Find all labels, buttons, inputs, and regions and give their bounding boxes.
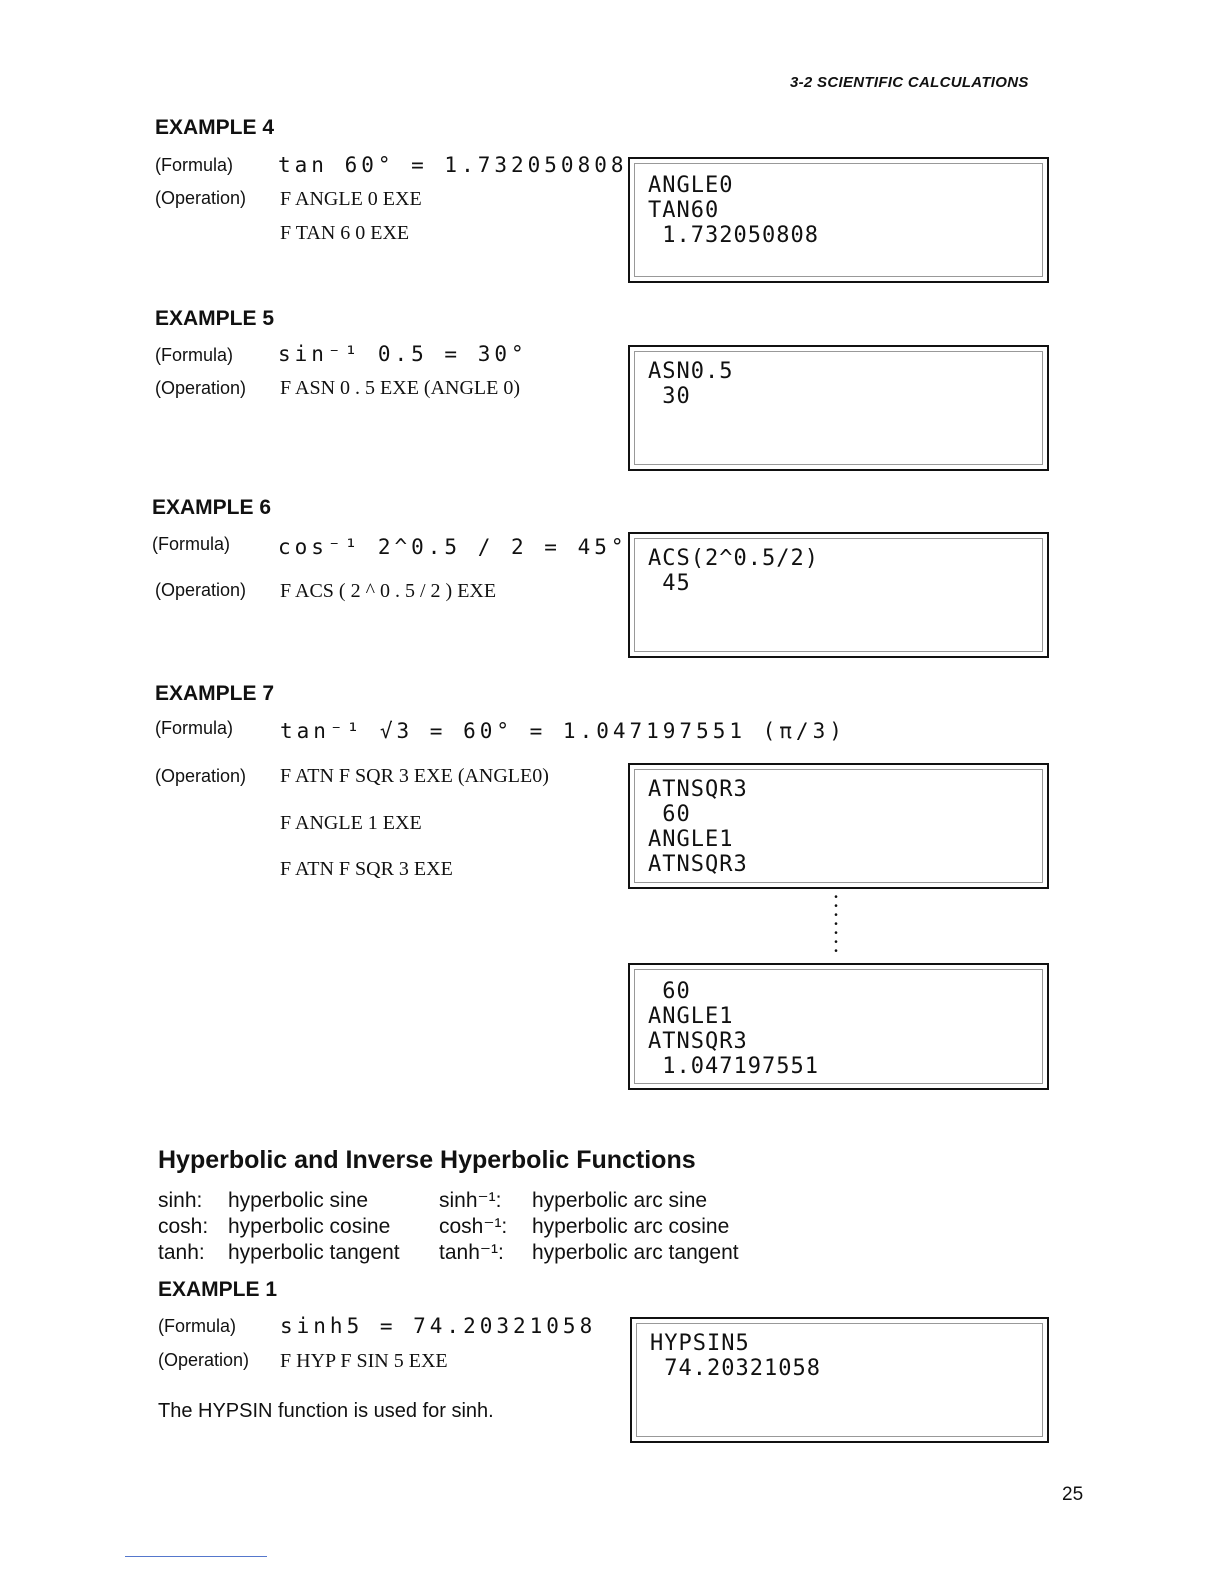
definitions-list [158, 1188, 739, 1266]
definition-row: tanh: hyperbolic tangent tanh⁻¹: hyperbolic arc tangent [158, 1241, 739, 1264]
display-line: 45 [648, 571, 691, 596]
definition-row: sinh: hyperbolic sine sinh⁻¹: hyperbolic arc sine [158, 1189, 708, 1212]
example-5-title: EXAMPLE 5 [155, 307, 275, 330]
calculator-display [628, 532, 1049, 658]
formula-label: (Formula) [155, 345, 234, 365]
operation-line: F ANGLE 0 EXE [280, 188, 422, 210]
display-line: ANGLE0 [648, 173, 734, 198]
calculator-display [628, 345, 1049, 471]
display-line: 30 [648, 384, 691, 409]
display-line: 74.20321058 [650, 1356, 821, 1381]
operation-line: F HYP F SIN 5 EXE [280, 1350, 448, 1372]
display-line: ACS(2^0.5/2) [648, 546, 819, 571]
display-line: ATNSQR3 [648, 852, 748, 877]
section-title: Hyperbolic and Inverse Hyperbolic Functions [158, 1146, 696, 1174]
display-line: ATNSQR3 [648, 1029, 748, 1054]
calculator-display [628, 963, 1049, 1090]
formula-label: (Formula) [158, 1316, 237, 1336]
note-text: The HYPSIN function is used for sinh. [158, 1400, 494, 1422]
display-line: 1.732050808 [648, 223, 819, 248]
running-header: 3-2 SCIENTIFIC CALCULATIONS [790, 74, 1029, 91]
formula: tan 60° = 1.732050808 [278, 153, 628, 177]
display-line: 60 [648, 802, 691, 827]
formula: cos⁻¹ 2^0.5 / 2 = 45° [278, 535, 628, 559]
display-line: HYPSIN5 [650, 1331, 750, 1356]
example-6-title: EXAMPLE 6 [152, 496, 272, 519]
operation-line: F TAN 6 0 EXE [280, 222, 410, 244]
calculator-display [628, 157, 1049, 283]
page-number: 25 [1062, 1484, 1084, 1505]
example-1-title: EXAMPLE 1 [158, 1278, 278, 1301]
display-line: 1.047197551 [648, 1054, 819, 1079]
display-line: ATNSQR3 [648, 777, 748, 802]
operation-line: F ACS ( 2 ^ 0 . 5 / 2 ) EXE [280, 580, 497, 602]
display-line: ANGLE1 [648, 827, 734, 852]
display-line: ANGLE1 [648, 1004, 734, 1029]
footnote-rule [125, 1556, 267, 1557]
operation-line: F ANGLE 1 EXE [280, 812, 422, 834]
operation-label: (Operation) [155, 378, 247, 398]
definition-row: cosh: hyperbolic cosine cosh⁻¹: hyperbolic arc cosine [158, 1215, 730, 1238]
operation-line: F ATN F SQR 3 EXE (ANGLE0) [280, 765, 549, 787]
continuation-dots: • • • • • • • [834, 892, 838, 957]
example-4-title: EXAMPLE 4 [155, 116, 275, 139]
example-7-title: EXAMPLE 7 [155, 682, 275, 705]
calculator-display [628, 763, 1049, 889]
operation-line: F ASN 0 . 5 EXE (ANGLE 0) [280, 377, 520, 399]
operation-label: (Operation) [155, 188, 247, 208]
display-line: ASN0.5 [648, 359, 734, 384]
formula-label: (Formula) [152, 534, 231, 554]
calculator-display [630, 1317, 1049, 1443]
formula-label: (Formula) [155, 718, 234, 738]
formula-label: (Formula) [155, 155, 234, 175]
display-line: 60 [648, 979, 691, 1004]
formula: sin⁻¹ 0.5 = 30° [278, 342, 528, 366]
formula: tan⁻¹ √3 = 60° = 1.047197551 (π/3) [280, 719, 846, 743]
operation-label: (Operation) [158, 1350, 250, 1370]
display-line: TAN60 [648, 198, 720, 223]
formula: sinh5 = 74.20321058 [280, 1314, 597, 1338]
operation-label: (Operation) [155, 766, 247, 786]
operation-label: (Operation) [155, 580, 247, 600]
operation-line: F ATN F SQR 3 EXE [280, 858, 453, 880]
